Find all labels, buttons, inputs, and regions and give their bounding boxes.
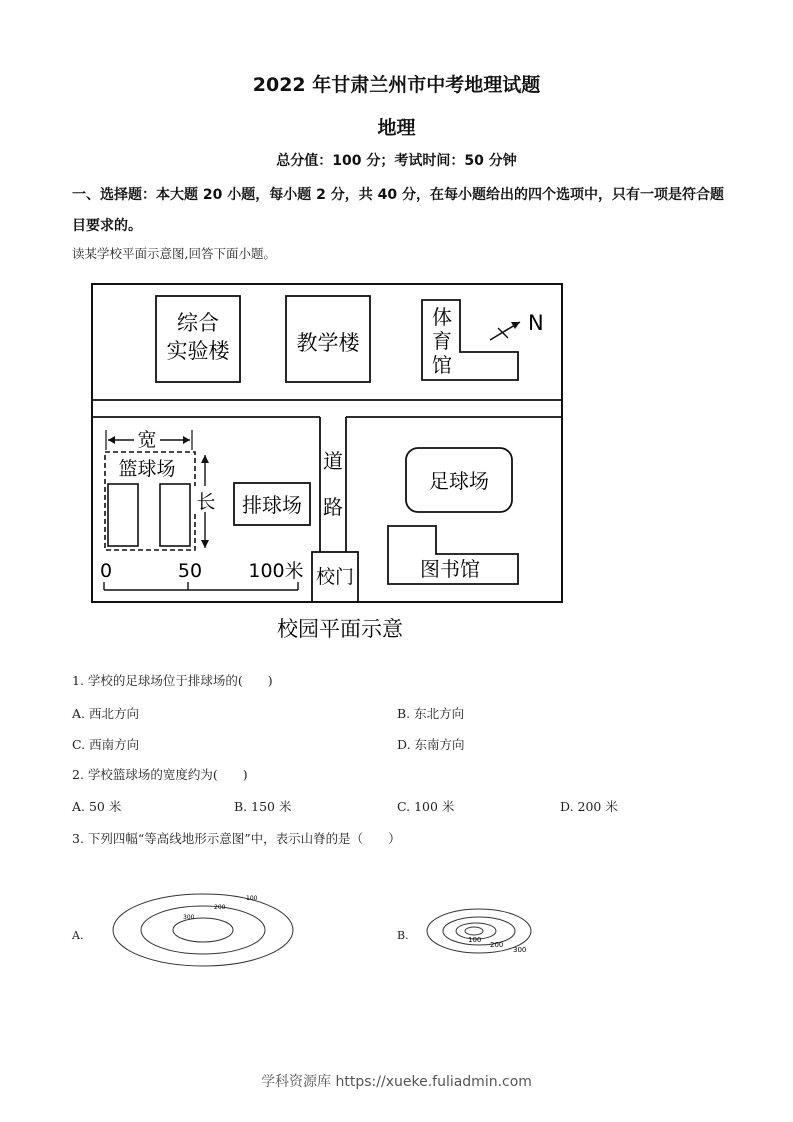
contour-b-200: 200 [490, 941, 504, 949]
contour-a-300: 300 [183, 914, 195, 921]
q1-option-c: C. 西南方向 [72, 737, 140, 752]
q2-option-d: D. 200 米 [560, 799, 618, 814]
road-label-1: 道 [323, 449, 343, 473]
campus-map [88, 280, 568, 650]
contour-b-100: 100 [468, 936, 482, 944]
q3-option-a-label: A. [72, 929, 84, 942]
q2-option-a: A. 50 米 [72, 799, 122, 814]
exam-title: 2022 年甘肃兰州市中考地理试题 [252, 74, 541, 96]
lab-label-2: 实验楼 [166, 339, 230, 363]
q2-option-c: C. 100 米 [397, 799, 455, 814]
court-right [160, 484, 190, 546]
question-1: 1. 学校的足球场位于排球场的( ) [72, 673, 273, 688]
road-label-2: 路 [323, 495, 343, 519]
gate-label: 校门 [315, 566, 355, 588]
basketball-label: 篮球场 [118, 458, 176, 480]
q1-option-a: A. 西北方向 [72, 706, 139, 721]
map-caption: 校园平面示意 [277, 617, 403, 641]
footer-watermark: 学科资源库 https://xueke.fuliadmin.com [261, 1074, 532, 1090]
gym-label-3: 馆 [432, 353, 452, 377]
q3-option-b-label: B. [397, 929, 409, 942]
north-label: N [528, 311, 544, 335]
q2-option-b: B. 150 米 [234, 799, 292, 814]
section-heading: 一、选择题：本大题 20 小题，每小题 2 分，共 40 分，在每小题给出的四个选项中，只有一项是符合题目要求的。 [72, 187, 724, 234]
contour-map-b [424, 905, 544, 957]
question-3: 3. 下列四幅“等高线地形示意图”中，表示山脊的是（ ） [72, 831, 401, 846]
scale-bar [104, 582, 298, 590]
library-label: 图书馆 [420, 557, 480, 581]
subject-title: 地理 [377, 117, 416, 139]
contour-map-a [108, 888, 300, 970]
north-arrow-icon [490, 322, 520, 340]
gym-label-2: 育 [432, 329, 452, 353]
width-label: 宽 [137, 429, 157, 451]
scale-0: 0 [99, 560, 113, 582]
football-label: 足球场 [429, 469, 489, 493]
intro-text: 读某学校平面示意图,回答下面小题。 [72, 246, 276, 261]
volleyball-label: 排球场 [242, 493, 302, 517]
scale-100: 100米 [248, 560, 304, 582]
contour-b-300: 300 [513, 946, 527, 954]
contour-a-100: 100 [246, 895, 258, 902]
length-label: 长 [196, 491, 216, 513]
lab-label-1: 综合 [177, 311, 219, 335]
question-2: 2. 学校篮球场的宽度约为( ) [72, 767, 248, 782]
score-info: 总分值：100 分；考试时间：50 分钟 [276, 153, 517, 169]
q1-option-b: B. 东北方向 [397, 706, 465, 721]
contour-a-200: 200 [214, 904, 226, 911]
gym-label-1: 体 [432, 305, 452, 329]
q1-option-d: D. 东南方向 [397, 737, 465, 752]
teaching-label: 教学楼 [296, 331, 360, 355]
court-left [108, 484, 138, 546]
scale-50: 50 [177, 560, 203, 582]
